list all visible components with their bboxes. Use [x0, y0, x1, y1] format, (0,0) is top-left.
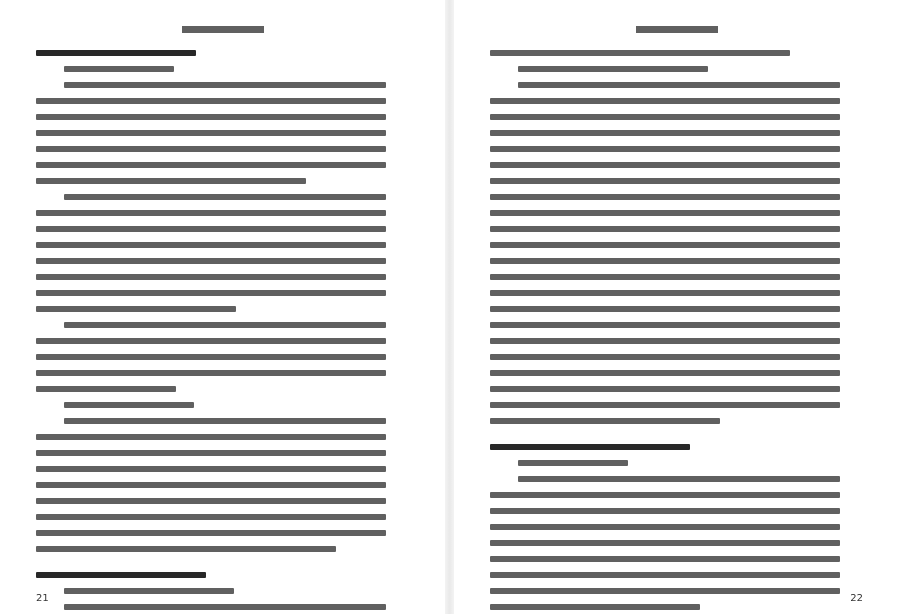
- paragraph-line: [36, 114, 386, 120]
- paragraph-line: [518, 82, 840, 88]
- paragraph-line: [490, 210, 840, 216]
- paragraph-line: [490, 402, 840, 408]
- paragraph-line: [490, 194, 840, 200]
- paragraph-line: [490, 114, 840, 120]
- left-page-body: [36, 50, 409, 614]
- paragraph-line: [64, 194, 386, 200]
- paragraph-line: [490, 162, 840, 168]
- paragraph-line: [490, 50, 790, 56]
- right-page-number: 22: [850, 593, 863, 604]
- paragraph-line: [490, 322, 840, 328]
- paragraph-line: [36, 466, 386, 472]
- paragraph-line: [36, 498, 386, 504]
- paragraph-line: [490, 98, 840, 104]
- subsection-heading: [64, 66, 174, 72]
- right-page: [454, 0, 899, 614]
- left-page: [0, 0, 445, 614]
- paragraph-line: [490, 306, 840, 312]
- paragraph-line: [490, 492, 840, 498]
- paragraph-line: [36, 242, 386, 248]
- paragraph-line: [490, 354, 840, 360]
- paragraph-line: [36, 98, 386, 104]
- right-page-header: [490, 22, 863, 40]
- paragraph-line: [490, 540, 840, 546]
- paragraph-line: [36, 354, 386, 360]
- right-page-body: [490, 50, 863, 610]
- paragraph-line: [36, 290, 386, 296]
- paragraph-line: [64, 322, 386, 328]
- paragraph-line: [36, 514, 386, 520]
- paragraph-line: [490, 556, 840, 562]
- paragraph-line: [36, 530, 386, 536]
- paragraph-line: [36, 306, 236, 312]
- paragraph-line: [36, 178, 306, 184]
- paragraph-line: [518, 476, 840, 482]
- section-heading: [36, 50, 196, 56]
- paragraph-line: [490, 572, 840, 578]
- paragraph-line: [490, 130, 840, 136]
- paragraph-line: [36, 386, 176, 392]
- paragraph-line: [36, 450, 386, 456]
- subsection-heading: [518, 460, 628, 466]
- section-heading: [36, 572, 206, 578]
- right-header-text: [636, 26, 718, 33]
- paragraph-line: [36, 274, 386, 280]
- subsection-heading: [518, 66, 708, 72]
- paragraph-line: [490, 588, 840, 594]
- paragraph-line: [490, 604, 700, 610]
- paragraph-line: [490, 242, 840, 248]
- paragraph-line: [36, 146, 386, 152]
- left-header-text: [182, 26, 264, 33]
- paragraph-line: [490, 508, 840, 514]
- paragraph-line: [36, 130, 386, 136]
- paragraph-line: [36, 162, 386, 168]
- paragraph-line: [490, 290, 840, 296]
- paragraph-line: [36, 370, 386, 376]
- section-heading: [490, 444, 690, 450]
- paragraph-line: [490, 226, 840, 232]
- paragraph-line: [64, 418, 386, 424]
- paragraph-line: [36, 226, 386, 232]
- left-page-header: [36, 22, 409, 40]
- paragraph-line: [36, 210, 386, 216]
- subsection-heading: [64, 402, 194, 408]
- paragraph-line: [490, 178, 840, 184]
- paragraph-line: [490, 258, 840, 264]
- paragraph-line: [490, 524, 840, 530]
- book-gutter: [445, 0, 454, 614]
- paragraph-line: [490, 386, 840, 392]
- paragraph-line: [36, 434, 386, 440]
- paragraph-line: [490, 146, 840, 152]
- paragraph-line: [490, 338, 840, 344]
- paragraph-line: [36, 338, 386, 344]
- paragraph-line: [64, 604, 386, 610]
- paragraph-line: [490, 274, 840, 280]
- paragraph-line: [490, 418, 720, 424]
- left-page-number: 21: [36, 593, 49, 604]
- subsection-heading: [64, 588, 234, 594]
- paragraph-line: [36, 258, 386, 264]
- paragraph-line: [490, 370, 840, 376]
- paragraph-line: [36, 546, 336, 552]
- paragraph-line: [36, 482, 386, 488]
- paragraph-line: [64, 82, 386, 88]
